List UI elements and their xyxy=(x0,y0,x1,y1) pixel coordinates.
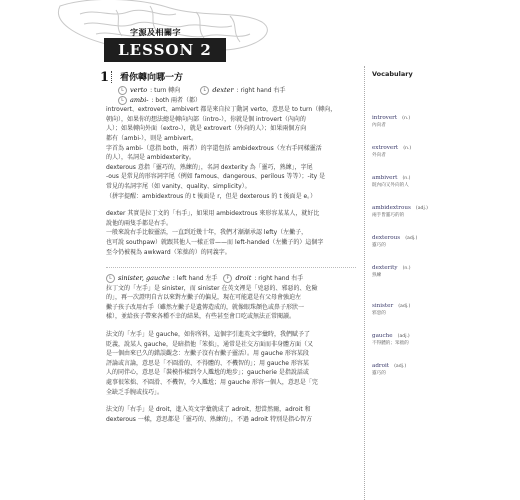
paragraph-line: 人）；如果轉向外面（extro-），就是 extrovert（外向的人）；如果兩個方向 xyxy=(106,125,307,133)
paragraph-line: 都有（ambi-），則是 ambivert。 xyxy=(106,134,198,142)
vocab-pos: (adj.) xyxy=(398,304,411,309)
paragraph-line: -ous 是常見的形容詞字尾（例如 famous、dangerous、perilous 等等）；-ity 是 xyxy=(106,173,326,181)
main-text-column xyxy=(106,86,356,424)
vocab-pos: (n.) xyxy=(402,176,411,181)
paragraph-line: 人的同伴心，意思是「裝模作樣到令人尷尬的地步」；gaucherie 是指說話或 xyxy=(106,369,309,377)
vocab-pos: (n.) xyxy=(402,266,411,271)
vocab-definition: 兩手皆靈巧的的 xyxy=(372,213,405,218)
vocab-entry xyxy=(372,224,492,249)
vocab-word: introvert xyxy=(372,115,398,121)
paragraph-line: 至今仍被視為 awkward（笨拙的）的同義字。 xyxy=(106,248,231,256)
vocab-definition: 靈巧的 xyxy=(372,371,386,376)
root-word-term: verto xyxy=(130,86,148,94)
vocab-entry xyxy=(372,254,492,279)
paragraph-line: 一般來說右手比較靈活，一直到近幾十年，我們才漸漸承認 lefty（左撇子， xyxy=(106,229,308,237)
vocab-definition: 外向者 xyxy=(372,153,386,158)
vocab-word: ambivert xyxy=(372,175,398,181)
paragraph-line: 全缺乏手腕或技巧」。 xyxy=(106,388,164,396)
vocab-pos: (adj.) xyxy=(405,236,418,241)
column-divider xyxy=(364,66,365,500)
root-word-gloss: : left hand 左手 xyxy=(172,275,218,283)
vocab-pos: (adj.) xyxy=(415,206,428,211)
paragraph-line: dexterous 一樣，意思都是「靈巧的、熟練的」，不過 adroit 特別是指心智方 xyxy=(106,415,313,423)
section-divider xyxy=(111,71,114,83)
paragraph-line: 也可說 southpaw）就跟其他人一樣正常——而 left-handed（左撇子的）這個字 xyxy=(106,238,324,246)
root-word-term: droit xyxy=(235,274,252,283)
section-title: 看你轉向哪一方 xyxy=(120,73,184,83)
section-separator xyxy=(106,267,356,268)
paragraph-line: 法文的「右手」是 droit，進入英文字彙就成了 adroit，想當然爾，adroit 和 xyxy=(106,406,311,414)
section-number: 1 xyxy=(100,70,110,85)
vocab-word: sinister xyxy=(372,303,394,309)
vocabulary-title: Vocabulary xyxy=(372,70,413,78)
root-word-term: sinister, gauche xyxy=(118,274,170,283)
vocab-definition: 不得體的；笨拙的 xyxy=(372,341,409,346)
root-word-gloss: : right hand 右手 xyxy=(236,87,286,94)
latin-root-icon: F xyxy=(223,274,232,283)
root-word-gloss: : both 兩者（都） xyxy=(151,96,201,104)
root-word xyxy=(223,274,303,284)
paragraph-line: dexter 其實是拉丁文的「右手」，如果用 ambidextrous 來形容某某人，就好比 xyxy=(106,210,320,218)
latin-root-icon: L xyxy=(118,86,127,95)
paragraph-line: 說他的兩隻手都是右手。 xyxy=(106,219,173,227)
paragraph-line: 法文的「左手」是 gauche，如你所料，這個字引進英文字彙時，我們賦予了 xyxy=(106,331,310,339)
vocabulary-sidebar xyxy=(372,70,492,284)
vocab-entry xyxy=(372,352,492,377)
vocab-entry xyxy=(372,164,492,189)
vocab-definition: 邪惡的 xyxy=(372,311,386,316)
paragraph-line: 貶義，說某人 gauche，是暗指他「笨拙」，通常是社交方面而非身體方面（又 xyxy=(106,340,313,348)
root-word-gloss: : turn 轉向 xyxy=(150,87,181,94)
root-words-row xyxy=(118,86,356,96)
vocab-definition: 既內向又外向的人 xyxy=(372,183,409,188)
paragraph-line: 樣），並給孩子帶來各種不幸的結果，有些甚至會口吃或無法正常閱讀。 xyxy=(106,313,296,321)
paragraph-line: 評論或言論，意思是「不圓滑的、不得體的、不機智的」；用 gauche 形容某 xyxy=(106,359,309,367)
root-word xyxy=(118,96,201,106)
vocab-entry xyxy=(372,322,492,347)
root-words-row xyxy=(106,274,356,284)
paragraph-line: 是一個由來已久的錯誤觀念：左撇子沒有右撇子靈活）。用 gauche 形容某段 xyxy=(106,350,309,358)
paragraph-line: introvert、extrovert、ambivert 都是來自拉丁動詞 verto，意思是 to turn（轉向， xyxy=(106,106,337,114)
paragraph-line: dexterous 意指「靈巧的，熟練的」，名詞 dexterity 為「靈巧，熟練」，字尾 xyxy=(106,163,313,171)
root-word xyxy=(106,274,217,284)
lesson-title: LESSON 2 xyxy=(104,38,226,62)
vocab-definition: 熟練 xyxy=(372,273,382,278)
vocab-entry xyxy=(372,104,492,129)
paragraph-line: 撇子孩子改用右手（雖然左撇子是遺傳造成的，就像眼珠顏色或鼻子形狀一 xyxy=(106,303,305,311)
paragraph-line: 字首為 ambi-（意指 both，兩者）的字還包括 ambidextrous（左右手同樣靈活 xyxy=(106,144,322,152)
vocab-definition: 靈巧的 xyxy=(372,243,386,248)
root-word xyxy=(200,86,285,96)
root-words-row xyxy=(118,96,356,106)
paragraph-line: 常見的名詞字尾（如 vanity、quality、simplicity）。 xyxy=(106,182,251,190)
vocab-pos: (adj.) xyxy=(397,334,410,339)
vocab-pos: (adj.) xyxy=(394,364,407,369)
vocab-entry xyxy=(372,292,492,317)
paragraph-line: 的人），名詞是 ambidexterity。 xyxy=(106,154,195,162)
vocab-definition: 內向者 xyxy=(372,123,386,128)
root-word-gloss: : right hand 右手 xyxy=(254,275,304,283)
vocabulary-sidebar-group xyxy=(372,292,492,382)
header-subtitle: 字源及相關字 xyxy=(130,28,181,37)
paragraph-line: （拼字提醒：ambidextrous 的 t 後面是 r，但是 dexterous 的 t 後面是 e。） xyxy=(106,192,317,200)
root-word-term: ambi- xyxy=(130,95,149,104)
paragraph-line: 處事很笨拙、不圓滑、不機智，令人尷尬；用 gauche 形容一個人，意思是「完 xyxy=(106,379,318,387)
vocab-entry xyxy=(372,134,492,159)
paragraph-line: 的」，再一次證明自古以來對左撇子的偏見，現在可能還是有父母會強迫左 xyxy=(106,294,302,302)
vocab-word: gauche xyxy=(372,333,393,339)
latin-root-icon: L xyxy=(200,86,209,95)
paragraph-line: 朝向），如果你的想法總是轉向內部（intro-），你就是個 introvert（內向的 xyxy=(106,115,306,123)
vocab-word: dexterity xyxy=(372,265,398,271)
vocab-word: extrovert xyxy=(372,145,399,151)
paragraph-line: 拉丁文的「左手」是 sinister，而 sinister 在英文裡是「兇惡的、邪惡的、危險 xyxy=(106,284,318,292)
latin-root-icon: L xyxy=(106,274,115,283)
root-word-term: dexter xyxy=(212,86,234,94)
root-word xyxy=(118,86,180,96)
vocab-word: adroit xyxy=(372,363,389,369)
vocab-pos: (n.) xyxy=(402,116,411,121)
vocab-pos: (n.) xyxy=(403,146,412,151)
vocab-word: ambidextrous xyxy=(372,205,411,211)
brain-illustration xyxy=(0,0,520,64)
latin-root-icon: L xyxy=(118,96,127,105)
vocab-word: dexterous xyxy=(372,235,401,241)
vocab-entry xyxy=(372,194,492,219)
